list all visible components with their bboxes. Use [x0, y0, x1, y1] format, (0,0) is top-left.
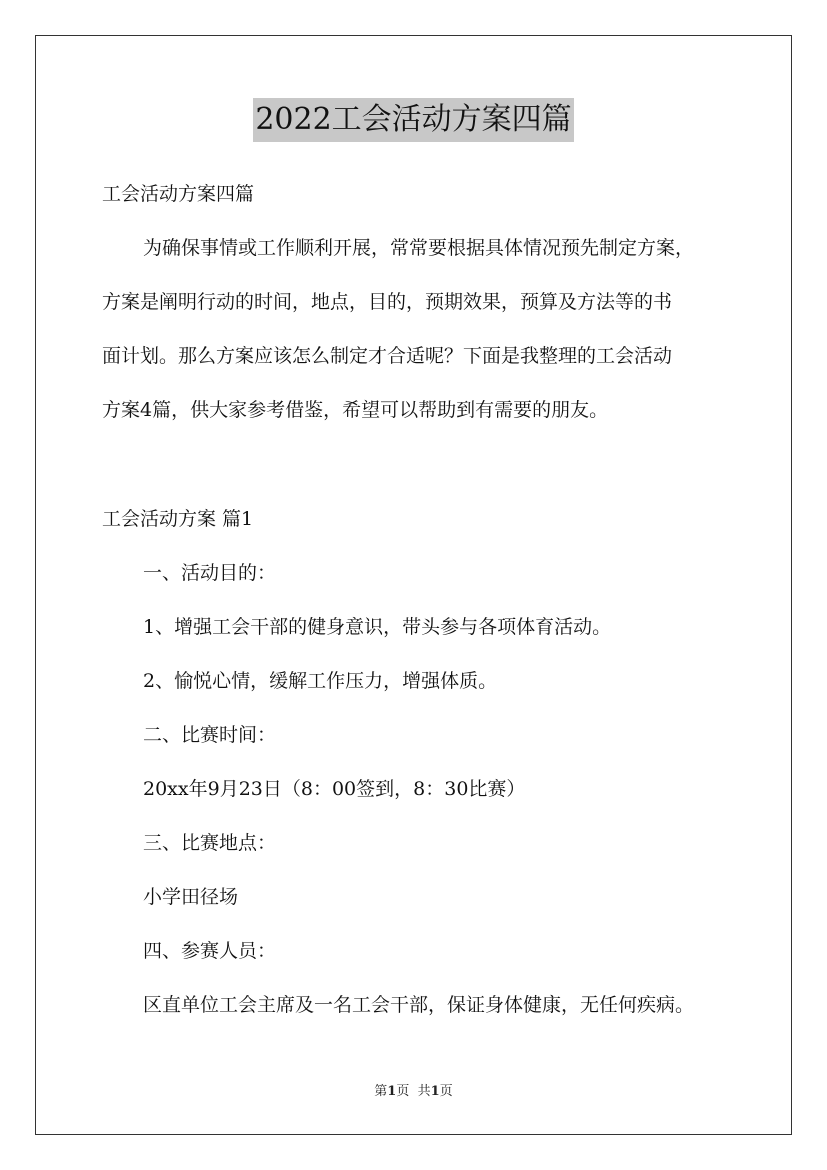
- list-item: 小学田径场: [143, 886, 239, 908]
- plan-heading: 工会活动方案 篇1: [102, 508, 254, 530]
- list-item: 区直单位工会主席及一名工会干部，保证身体健康，无任何疾病。: [143, 994, 695, 1016]
- footer-page-total: 1: [430, 1084, 440, 1099]
- footer-page-prefix: 第: [374, 1084, 388, 1099]
- intro-line-4: 方案4篇，供大家参考借鉴，希望可以帮助到有需要的朋友。: [102, 399, 609, 421]
- footer-total-prefix: 共: [417, 1084, 431, 1099]
- list-item: 1、增强工会干部的健身意识，带头参与各项体育活动。: [143, 616, 612, 638]
- list-item-heading: 四、参赛人员：: [143, 940, 277, 962]
- footer-page-unit: 页: [396, 1084, 410, 1099]
- list-item-heading: 三、比赛地点：: [143, 832, 277, 854]
- list-item-heading: 一、活动目的：: [143, 562, 277, 584]
- footer-total-unit: 页: [439, 1084, 453, 1099]
- document-title: 2022工会活动方案四篇: [253, 98, 573, 142]
- intro-line-1: 为确保事情或工作顺利开展，常常要根据具体情况预先制定方案，: [143, 237, 695, 259]
- page-footer: [0, 1083, 827, 1101]
- section-heading: 工会活动方案四篇: [102, 183, 255, 205]
- footer-page-current: 1: [387, 1084, 397, 1099]
- title-container: [0, 98, 827, 142]
- intro-line-2: 方案是阐明行动的时间，地点，目的，预期效果，预算及方法等的书: [102, 291, 673, 313]
- list-item: 2、愉悦心情，缓解工作压力，增强体质。: [143, 670, 498, 692]
- intro-line-3: 面计划。那么方案应该怎么制定才合适呢？下面是我整理的工会活动: [102, 345, 673, 367]
- list-item: 20xx年9月23日（8：00签到，8：30比赛）: [143, 778, 526, 800]
- list-item-heading: 二、比赛时间：: [143, 724, 277, 746]
